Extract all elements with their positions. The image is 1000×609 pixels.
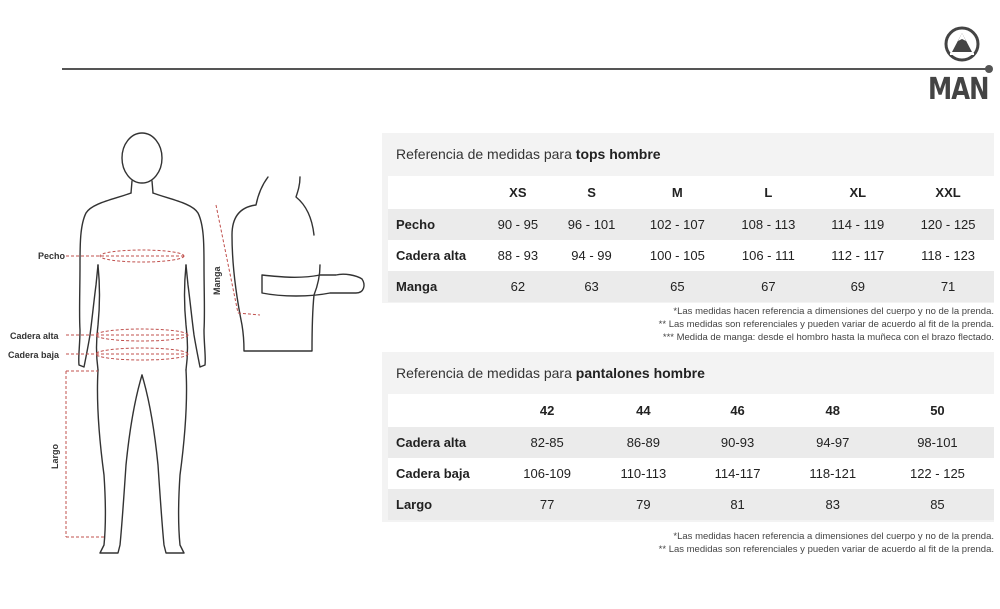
table-cell: 100 - 105: [631, 240, 723, 271]
note-line: *Las medidas hacen referencia a dimensiones del cuerpo y no de la prenda.: [673, 531, 994, 542]
table-cell: 112 - 117: [813, 240, 902, 271]
gender-label: MAN: [928, 72, 989, 107]
table-cell: 96 - 101: [552, 209, 632, 240]
header-divider: [62, 68, 990, 70]
table-cell: 90 - 95: [484, 209, 552, 240]
tops-size-table: [388, 176, 994, 302]
table-cell: 106-109: [498, 458, 596, 489]
table-cell: 90-93: [690, 427, 784, 458]
label-cadera-alta: Cadera alta: [10, 331, 59, 341]
table-cell: 71: [902, 271, 994, 302]
table-cell: 94 - 99: [552, 240, 632, 271]
label-cadera-baja: Cadera baja: [8, 350, 60, 360]
table-cell: 67: [723, 271, 813, 302]
table-cell: 120 - 125: [902, 209, 994, 240]
table-cell: 65: [631, 271, 723, 302]
size-header: 48: [785, 394, 881, 427]
table-row: [388, 427, 994, 458]
table-cell: 98-101: [881, 427, 994, 458]
size-header: XXL: [902, 176, 994, 209]
table-cell: 94-97: [785, 427, 881, 458]
table-cell: 118 - 123: [902, 240, 994, 271]
table-cell: 122 - 125: [881, 458, 994, 489]
tops-title: Referencia de medidas para tops hombre: [396, 146, 661, 162]
pants-notes: [659, 530, 994, 556]
size-header: L: [723, 176, 813, 209]
size-header: S: [552, 176, 632, 209]
size-header: 44: [596, 394, 690, 427]
table-row: [388, 271, 994, 302]
table-cell: 114-117: [690, 458, 784, 489]
table-cell: 114 - 119: [813, 209, 902, 240]
tops-size-panel: [382, 133, 994, 303]
size-header: 46: [690, 394, 784, 427]
table-cell: 79: [596, 489, 690, 520]
tops-notes: [659, 305, 994, 344]
label-pecho: Pecho: [38, 251, 66, 261]
table-cell: 81: [690, 489, 784, 520]
table-header-row: [388, 394, 994, 427]
size-header: XL: [813, 176, 902, 209]
table-cell: 88 - 93: [484, 240, 552, 271]
pants-size-table: [388, 394, 994, 520]
table-cell: 108 - 113: [723, 209, 813, 240]
table-row: [388, 489, 994, 520]
table-cell: 102 - 107: [631, 209, 723, 240]
table-cell: 110-113: [596, 458, 690, 489]
mountain-circle-icon: [944, 26, 980, 62]
label-largo: Largo: [50, 443, 60, 469]
size-header: M: [631, 176, 723, 209]
note-line: *** Medida de manga: desde el hombro hasta la muñeca con el brazo flectado.: [662, 332, 994, 343]
table-cell: 83: [785, 489, 881, 520]
size-header: XS: [484, 176, 552, 209]
note-line: ** Las medidas son referenciales y pueden variar de acuerdo al fit de la prenda.: [658, 319, 994, 330]
table-row: [388, 209, 994, 240]
row-label: Cadera alta: [388, 240, 484, 271]
table-cell: 62: [484, 271, 552, 302]
table-cell: 69: [813, 271, 902, 302]
label-manga: Manga: [212, 266, 222, 295]
table-cell: 63: [552, 271, 632, 302]
pants-title: Referencia de medidas para pantalones hombre: [396, 365, 705, 381]
table-cell: 85: [881, 489, 994, 520]
table-row: [388, 240, 994, 271]
row-label: Cadera baja: [388, 458, 498, 489]
table-header-row: [388, 176, 994, 209]
row-label: Pecho: [388, 209, 484, 240]
table-cell: 106 - 111: [723, 240, 813, 271]
table-cell: 77: [498, 489, 596, 520]
table-cell: 86-89: [596, 427, 690, 458]
row-label: Manga: [388, 271, 484, 302]
table-cell: 118-121: [785, 458, 881, 489]
table-row: [388, 458, 994, 489]
row-label: Cadera alta: [388, 427, 498, 458]
table-cell: 82-85: [498, 427, 596, 458]
body-measurement-figures: [0, 125, 380, 565]
body-outline-illustration: [0, 125, 380, 565]
note-line: *Las medidas hacen referencia a dimensiones del cuerpo y no de la prenda.: [673, 306, 994, 317]
note-line: ** Las medidas son referenciales y pueden variar de acuerdo al fit de la prenda.: [658, 544, 994, 555]
pants-size-panel: [382, 352, 994, 522]
size-header: 42: [498, 394, 596, 427]
row-label: Largo: [388, 489, 498, 520]
size-header: 50: [881, 394, 994, 427]
